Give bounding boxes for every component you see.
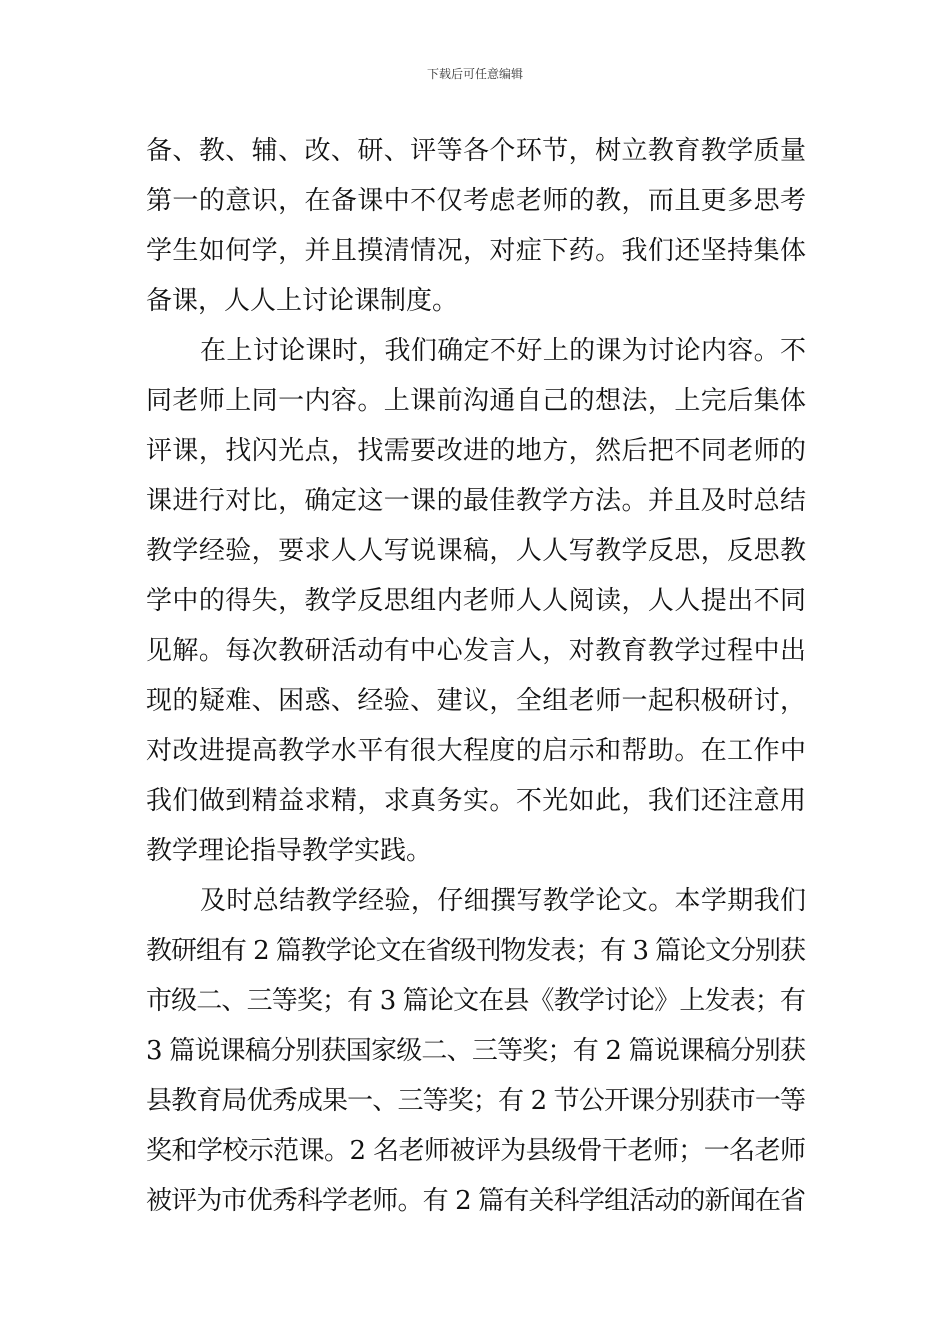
text-line: 学中的得失，教学反思组内老师人人阅读，人人提出不同 <box>146 586 806 616</box>
text-line: 在上讨论课时，我们确定不好上的课为讨论内容。不 <box>200 336 806 366</box>
text-line: 评课，找闪光点，找需要改进的地方，然后把不同老师的 <box>146 436 806 466</box>
text-line: 县教育局优秀成果一、三等奖；有 2 节公开课分别获市一等 <box>146 1086 806 1116</box>
text-line: 对改进提高教学水平有很大程度的启示和帮助。在工作中 <box>146 736 806 766</box>
text-line: 同老师上同一内容。上课前沟通自己的想法，上完后集体 <box>146 386 806 416</box>
text-line: 被评为市优秀科学老师。有 2 篇有关科学组活动的新闻在省 <box>146 1186 806 1216</box>
text-line: 课进行对比，确定这一课的最佳教学方法。并且及时总结 <box>146 486 806 516</box>
text-line: 第一的意识，在备课中不仅考虑老师的教，而且更多思考 <box>146 186 806 216</box>
text-line: 我们做到精益求精，求真务实。不光如此，我们还注意用 <box>146 786 806 816</box>
text-line: 教学经验，要求人人写说课稿，人人写教学反思，反思教 <box>146 536 806 566</box>
text-line: 教学理论指导教学实践。 <box>146 836 433 866</box>
text-line: 备、教、辅、改、研、评等各个环节，树立教育教学质量 <box>146 136 806 166</box>
text-line: 现的疑难、困惑、经验、建议，全组老师一起积极研讨， <box>146 686 806 716</box>
text-line: 备课，人人上讨论课制度。 <box>146 286 459 316</box>
text-line: 3 篇说课稿分别获国家级二、三等奖；有 2 篇说课稿分别获 <box>146 1036 806 1066</box>
page-header: 下载后可任意编辑 <box>426 67 523 81</box>
text-line: 学生如何学，并且摸清情况，对症下药。我们还坚持集体 <box>146 236 806 266</box>
text-line: 市级二、三等奖；有 3 篇论文在县《教学讨论》上发表；有 <box>146 986 806 1016</box>
text-line: 奖和学校示范课。2 名老师被评为县级骨干老师；一名老师 <box>146 1136 806 1166</box>
text-line: 教研组有 2 篇教学论文在省级刊物发表；有 3 篇论文分别获 <box>146 936 805 966</box>
text-line: 及时总结教学经验，仔细撰写教学论文。本学期我们 <box>200 886 806 916</box>
text-line: 见解。每次教研活动有中心发言人，对教育教学过程中出 <box>146 636 806 666</box>
body-text <box>146 126 806 1226</box>
